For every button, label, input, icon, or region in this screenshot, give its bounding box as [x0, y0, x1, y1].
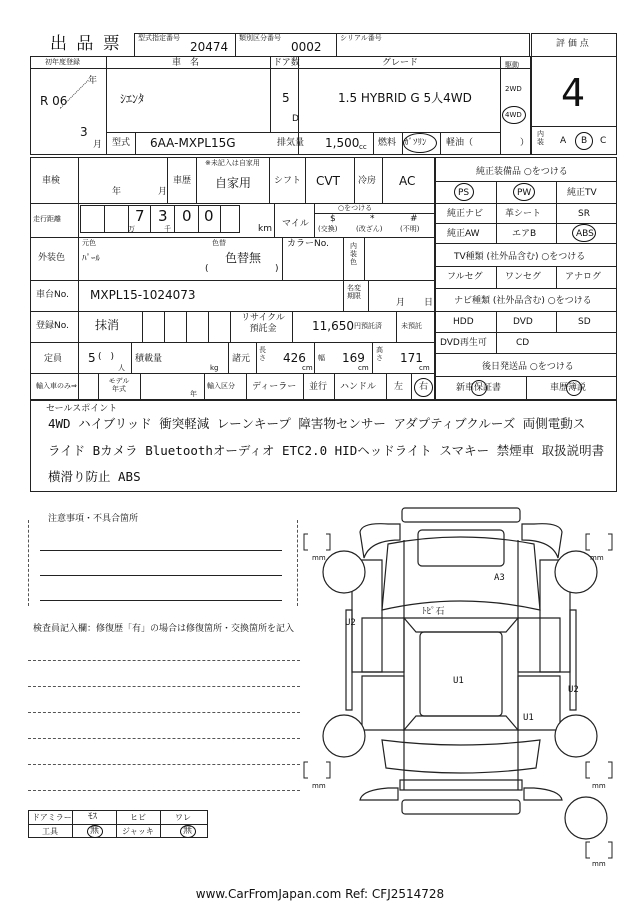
dollar-sub: (交換) — [318, 225, 338, 233]
width-label: 幅 — [318, 354, 325, 362]
length-unit: cm — [302, 364, 313, 372]
hash-sub: (不明) — [400, 225, 420, 233]
mileage-label: 走行距離 — [33, 215, 61, 223]
circle-note: ○をつける — [338, 204, 373, 212]
doors-label: ドア数 — [273, 58, 300, 68]
caution-area — [28, 520, 298, 606]
mileage-digit-5: 0 — [182, 207, 192, 225]
equip-abs: ABS — [576, 229, 594, 239]
category-value: 0002 — [291, 40, 322, 54]
inspection-label: 車検 — [42, 176, 61, 186]
mark-u2-right: U2 — [568, 685, 579, 695]
meigi-day: 日 — [424, 298, 434, 308]
navi-title: ナビ種類 (社外品含む) ○をつける — [454, 296, 592, 306]
equip-airbag: エアB — [512, 229, 537, 239]
tools-label: 工具 — [42, 827, 58, 836]
color-no-label: カラーNo. — [287, 239, 329, 249]
sales-line-1: 4WD ハイブリッド 衝突軽減 レーンキープ 障害物センサー アダプティブクルーズ 両側電動ス — [48, 416, 586, 431]
model-year-label: モデル年式 — [108, 377, 130, 394]
capacity-value: 5 — [88, 351, 96, 365]
usage-value: 自家用 — [215, 176, 252, 190]
tv-oneseg: ワンセグ — [505, 272, 542, 282]
shift-label: シフト — [274, 176, 302, 186]
equip-pw-circle — [513, 183, 535, 201]
mm-rl: mm — [312, 782, 326, 790]
interior-a: A — [560, 136, 567, 146]
displacement-value: 1,500 — [325, 136, 360, 150]
drive-2wd: 2WD — [505, 85, 522, 93]
navi-cd: CD — [516, 338, 530, 348]
sheet-title: 出 品 票 — [50, 34, 122, 54]
fuel-label: 燃料 — [378, 138, 397, 148]
rating-label: 評 価 点 — [556, 39, 589, 49]
meigi-label: 名変期限 — [347, 284, 361, 301]
grade-value: 1.5 HYBRID G 5人4WD — [338, 91, 472, 105]
model-value: 6AA-MXPL15G — [150, 136, 236, 150]
history-label: 車歴 — [173, 176, 192, 186]
handle-right: 右 — [419, 382, 429, 392]
equip-pw: PW — [517, 188, 532, 198]
man-unit: 万 — [128, 225, 135, 233]
chassis-label: 車台No. — [36, 290, 69, 300]
docs-warranty-circle — [471, 380, 487, 396]
first-reg-year-unit: 年 — [88, 76, 98, 86]
tv-analog: アナログ — [565, 272, 602, 282]
equip-leather: 革シート — [505, 209, 542, 219]
drive-label: 駆動 — [505, 61, 519, 69]
mileage-digit-3: 7 — [135, 207, 145, 225]
tv-fullseg: フルセグ — [447, 272, 483, 282]
diesel-close: ） — [520, 138, 530, 148]
dollar-label: $ — [330, 214, 336, 224]
sen-unit: 千 — [164, 225, 171, 233]
tools-circle — [87, 825, 103, 838]
docs-warranty: 新車保証書 — [456, 383, 502, 393]
displacement-label: 排気量 — [277, 138, 305, 148]
mark-a3: A3 — [494, 573, 505, 583]
orig-color-value: ﾊﾟｰﾙ — [82, 254, 101, 264]
mm-fl: mm — [312, 554, 326, 562]
dims-label: 諸元 — [232, 354, 251, 364]
height-value: 171 — [400, 351, 423, 365]
crack-label: ヒビ — [130, 813, 146, 822]
mark-u1-roof: U1 — [453, 676, 464, 686]
inspection-month-unit: 月 — [158, 187, 168, 197]
car-damage-diagram — [300, 500, 620, 872]
mirror-value: ﾓｽ — [88, 812, 98, 822]
handle-right-circle — [414, 378, 433, 397]
recycle-unit: 円預託済 — [354, 322, 382, 330]
navi-hdd: HDD — [453, 317, 474, 327]
mirror-label: ドアミラー — [32, 813, 72, 822]
mark-chip: ﾄﾋﾟ石 — [422, 607, 445, 617]
navi-sd: SD — [578, 317, 591, 327]
diesel-label: 軽油（ — [446, 138, 474, 148]
footer-ref: www.CarFromJapan.com Ref: CFJ2514728 — [195, 887, 445, 901]
rating-value: 4 — [561, 71, 586, 115]
jack-label: ジャッキ — [122, 827, 154, 836]
mileage-digit-6: 0 — [204, 207, 214, 225]
km-unit: km — [258, 224, 272, 234]
first-reg-era: R 06 — [40, 94, 68, 108]
doors-sub: D — [292, 114, 299, 124]
ac-value: AC — [399, 174, 416, 188]
repaint-label: 色替 — [212, 239, 226, 247]
import-label: 輸入車のみ⇒ — [36, 382, 77, 390]
int-color-label: 内装色 — [350, 242, 357, 267]
load-label: 積載量 — [135, 354, 163, 364]
interior-label: 内装 — [537, 130, 544, 146]
grade-label: グレード — [382, 58, 419, 68]
chassis-value: MXPL15-1024073 — [90, 288, 196, 302]
model-label: 型式 — [112, 138, 131, 148]
first-reg-month: 3 — [80, 125, 88, 139]
sales-points-label: セールスポイント — [46, 404, 118, 414]
recycle-value: 11,650 — [312, 319, 354, 333]
equip-title: 純正装備品 ○をつける — [476, 167, 568, 177]
category-label: 類別区分番号 — [239, 34, 281, 42]
star-label: * — [370, 214, 375, 224]
height-unit: cm — [419, 364, 430, 372]
mm-spare: mm — [592, 860, 606, 868]
capacity-unit: 人 — [118, 364, 125, 372]
length-value: 426 — [283, 351, 306, 365]
first-reg-label: 初年度登録 — [45, 58, 80, 66]
drive-4wd: 4WD — [505, 111, 522, 119]
model-year-unit: 年 — [190, 390, 197, 398]
navi-dvd: DVD — [513, 317, 533, 327]
mark-u2-left: U2 — [345, 618, 356, 628]
fuel-circle — [403, 133, 437, 153]
mm-fr: mm — [590, 554, 604, 562]
caution-label: 注意事項・不具合箇所 — [48, 514, 139, 524]
import-type-label: 輸入区分 — [207, 382, 235, 390]
first-reg-month-unit: 月 — [93, 140, 103, 150]
car-name-value: ｼｴﾝﾀ — [120, 92, 145, 106]
handle-left: 左 — [394, 382, 404, 392]
equip-navi: 純正ナビ — [447, 209, 484, 219]
orig-color-label: 元色 — [82, 239, 96, 247]
mile-label: マイル — [282, 219, 309, 229]
height-label: 高さ — [376, 346, 383, 362]
jack-value: 無 — [183, 826, 193, 836]
drive-4wd-circle — [502, 106, 526, 124]
navi-dvd-play: DVD再生可 — [440, 338, 487, 348]
handle-label: ハンドル — [340, 382, 377, 392]
ac-label: 冷房 — [358, 176, 377, 186]
color-label: 外装色 — [38, 253, 66, 263]
parallel-label: 並行 — [309, 382, 328, 392]
model-designation-label: 型式指定番号 — [138, 34, 180, 42]
docs-history-circle — [566, 380, 582, 396]
sales-line-2: ライド Bカメラ Bluetoothオーディオ ETC2.0 HIDヘッドライト スマキー 禁煙車 取扱説明書 — [48, 443, 605, 458]
width-unit: cm — [358, 364, 369, 372]
model-designation-value: 20474 — [190, 40, 229, 54]
recycle-label: リサイクル預託金 — [241, 313, 285, 334]
tools-value: 無 — [90, 826, 100, 836]
displacement-unit: cc — [359, 143, 367, 151]
star-sub: (改ざん) — [356, 225, 383, 233]
usage-note: ※未記入は自家用 — [205, 159, 260, 167]
broken-label: ワレ — [175, 813, 191, 822]
equip-ps: PS — [458, 188, 470, 198]
shift-value: CVT — [316, 174, 340, 188]
interior-b: B — [581, 136, 588, 146]
interior-c: C — [600, 136, 607, 146]
tv-title: TV種類 (社外品含む) ○をつける — [454, 252, 586, 262]
docs-history: 車歴簿説 — [550, 383, 587, 393]
mm-rr: mm — [592, 782, 606, 790]
reg-no-label: 登録No. — [36, 321, 69, 331]
meigi-month: 月 — [396, 298, 406, 308]
load-unit: kg — [210, 364, 219, 372]
length-label: 長さ — [259, 346, 266, 362]
mark-u1-door: U1 — [523, 713, 534, 723]
inspection-year-unit: 年 — [112, 187, 122, 197]
interior-b-circle — [575, 132, 593, 150]
capacity-label: 定員 — [44, 354, 63, 364]
mileage-digit-4: 3 — [158, 207, 168, 225]
equip-abs-circle — [572, 224, 596, 242]
repaint-value: 色替無 — [225, 251, 262, 265]
fuel-value: ｶﾞｿﾘﾝ — [404, 138, 427, 148]
inspector-label: 検査員記入欄：修復歴「有」の場合は修復箇所・交換箇所を記入 — [33, 624, 295, 634]
equip-tv: 純正TV — [567, 188, 597, 198]
serial-label: シリアル番号 — [340, 34, 382, 42]
equip-aw: 純正AW — [447, 229, 480, 239]
width-value: 169 — [342, 351, 365, 365]
hash-label: # — [410, 214, 418, 224]
recycle-unpaid: 未預託 — [401, 322, 422, 330]
dealer-label: ディーラー — [252, 382, 297, 392]
docs-title: 後日発送品 ○をつける — [482, 362, 574, 372]
car-name-label: 車 名 — [172, 58, 200, 68]
equip-sr: SR — [578, 209, 590, 219]
equip-ps-circle — [454, 183, 474, 201]
doors-value: 5 — [282, 91, 290, 105]
sales-line-3: 横滑り防止 ABS — [48, 469, 141, 484]
reg-no-value: 抹消 — [95, 318, 120, 332]
jack-circle — [180, 825, 196, 838]
